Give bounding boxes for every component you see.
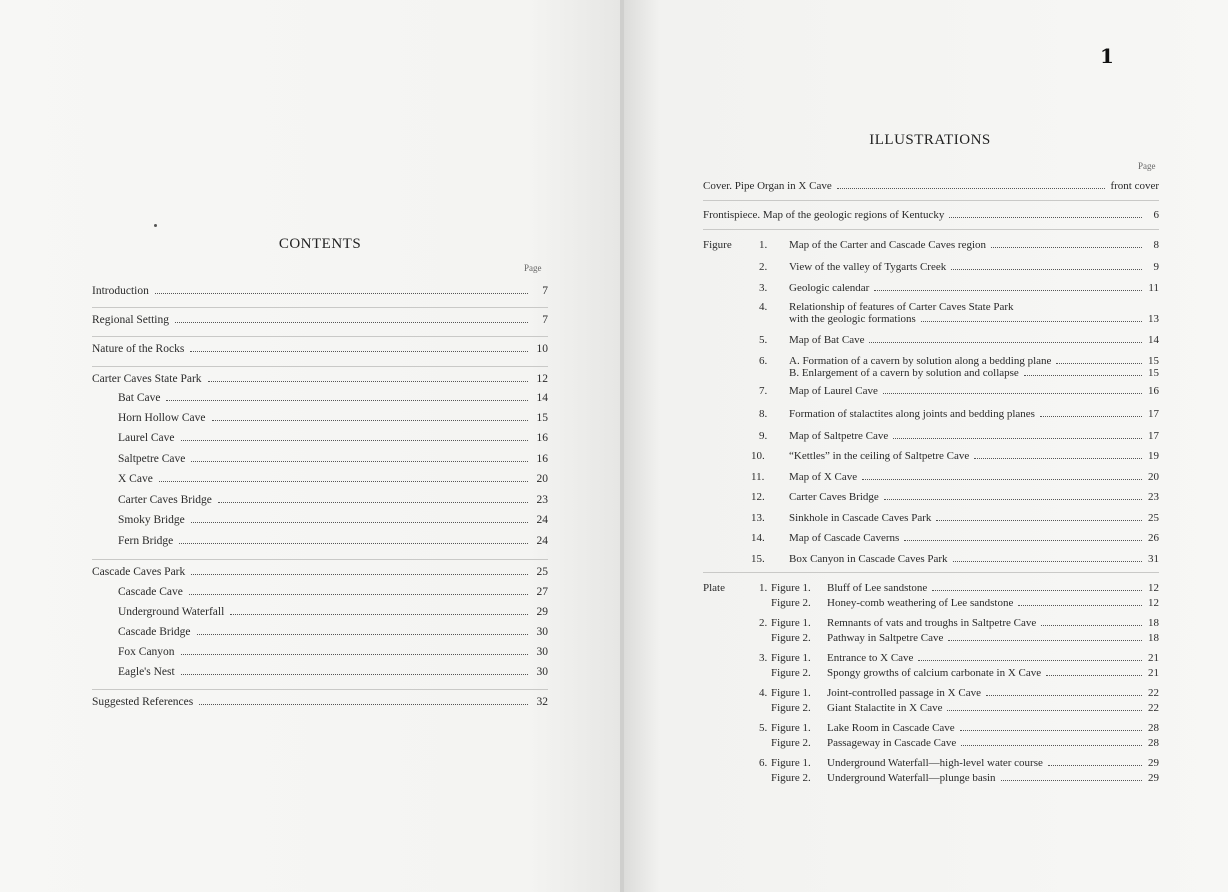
- plate-number: 2.: [759, 617, 768, 629]
- toc-entry-title: Regional Setting: [92, 314, 169, 326]
- entry-title: Lake Room in Cascade Cave: [827, 722, 955, 734]
- dot-leader: [874, 290, 1142, 291]
- entry-page: 16: [1148, 385, 1159, 397]
- illustrations-page-label: Page: [1138, 161, 1156, 171]
- entry-prefix: Figure 2.: [771, 737, 811, 749]
- entry-page: 23: [1148, 491, 1159, 503]
- plate-figure-line: [703, 772, 1159, 786]
- dot-leader: [166, 400, 528, 401]
- dot-leader: [904, 540, 1142, 541]
- toc-entry: [118, 514, 548, 530]
- contents-title: CONTENTS: [278, 236, 362, 252]
- entry-page: 9: [1153, 261, 1159, 273]
- entry-page: 22: [1148, 687, 1159, 699]
- figure-number: 5.: [759, 334, 768, 346]
- figure-number: 10.: [751, 450, 765, 462]
- entry-page: 28: [1148, 722, 1159, 734]
- entry-page: 21: [1148, 652, 1159, 664]
- entry-body: [789, 408, 1159, 420]
- figure-number: 8.: [759, 408, 768, 420]
- entry-title: Geologic calendar: [789, 282, 870, 294]
- entry-prefix: Figure 1.: [771, 617, 811, 629]
- toc-entry-title: Fox Canyon: [118, 646, 175, 658]
- toc-entry-page: 32: [536, 696, 548, 708]
- dot-leader: [191, 574, 528, 575]
- entry-page: 25: [1148, 512, 1159, 524]
- entry-body: [789, 334, 1159, 346]
- contents-page-label: Page: [524, 263, 542, 273]
- entry-prefix: Figure 2.: [771, 702, 811, 714]
- entry-body: [827, 772, 1159, 784]
- toc-entry-page: 30: [536, 666, 548, 678]
- plate-number: 1.: [759, 582, 768, 594]
- dot-leader: [961, 745, 1142, 746]
- figure-caption-line: [703, 430, 1159, 444]
- entry-body: [703, 180, 1159, 192]
- toc-entry-page: 7: [542, 314, 548, 326]
- dot-leader: [218, 502, 528, 503]
- dot-leader: [181, 654, 528, 655]
- dot-leader: [155, 293, 528, 294]
- entry-prefix: Figure 1.: [771, 652, 811, 664]
- dot-leader: [175, 322, 528, 323]
- entry-prefix: Figure 1.: [771, 722, 811, 734]
- toc-entry: [118, 473, 548, 489]
- entry-title: Carter Caves Bridge: [789, 491, 879, 503]
- entry-body: [827, 667, 1159, 679]
- figure-number: 9.: [759, 430, 768, 442]
- entry-body: [827, 737, 1159, 749]
- entry-page: 29: [1148, 772, 1159, 784]
- dot-leader: [208, 381, 528, 382]
- entry-body: [789, 450, 1159, 462]
- toc-entry-title: Nature of the Rocks: [92, 343, 185, 355]
- entry-title: Bluff of Lee sandstone: [827, 582, 928, 594]
- plate-figure-line: [703, 757, 1159, 771]
- entry-page: 6: [1153, 209, 1159, 221]
- dot-leader: [936, 520, 1142, 521]
- figure-number: 14.: [751, 532, 765, 544]
- section-divider: [703, 229, 1159, 230]
- figure-number: 15.: [751, 553, 765, 565]
- entry-body: [789, 301, 1014, 313]
- entry-title: Map of Saltpetre Cave: [789, 430, 889, 442]
- entry-title: B. Enlargement of a cavern by solution and collapse: [789, 367, 1019, 379]
- entry-title: Passageway in Cascade Cave: [827, 737, 957, 749]
- entry-prefix: Figure 2.: [771, 772, 811, 784]
- entry-title: Underground Waterfall—high-level water course: [827, 757, 1043, 769]
- dot-leader: [918, 660, 1142, 661]
- toc-entry-page: 14: [536, 392, 548, 404]
- dot-leader: [953, 561, 1142, 562]
- toc-entry: [92, 566, 548, 582]
- entry-prefix: Figure 2.: [771, 632, 811, 644]
- plate-figure-line: [703, 597, 1159, 611]
- toc-entry: [118, 453, 548, 469]
- entry-body: [789, 261, 1159, 273]
- entry-prefix: Figure 2.: [771, 597, 811, 609]
- toc-entry: [118, 412, 548, 428]
- figure-caption-line: [703, 261, 1159, 275]
- figure-number: 12.: [751, 491, 765, 503]
- entry-body: [789, 282, 1159, 294]
- entry-title: Entrance to X Cave: [827, 652, 914, 664]
- entry-body: [827, 702, 1159, 714]
- figure-number: 4.: [759, 301, 768, 313]
- entry-page: 13: [1148, 313, 1159, 325]
- entry-prefix: Figure 2.: [771, 667, 811, 679]
- dot-leader: [921, 321, 1142, 322]
- toc-entry: [92, 696, 548, 712]
- dot-leader: [948, 640, 1142, 641]
- illustrations-list: [703, 0, 1159, 892]
- toc-entry-page: 23: [536, 494, 548, 506]
- dot-leader: [883, 393, 1142, 394]
- entry-title: Remnants of vats and troughs in Saltpetre Cave: [827, 617, 1037, 629]
- plate-figure-line: [703, 687, 1159, 701]
- figure-caption-line: [703, 471, 1159, 485]
- dot-leader: [837, 188, 1106, 189]
- entry-title: Box Canyon in Cascade Caves Park: [789, 553, 948, 565]
- entry-title: with the geologic formations: [789, 313, 916, 325]
- page-number: 1: [1100, 44, 1114, 68]
- toc-entry: [118, 626, 548, 642]
- dot-leader: [862, 479, 1142, 480]
- entry-page: 8: [1153, 239, 1159, 251]
- entry-page: front cover: [1110, 180, 1159, 192]
- entry-page: 15: [1148, 355, 1159, 367]
- entry-title: Sinkhole in Cascade Caves Park: [789, 512, 932, 524]
- toc-entry-page: 27: [536, 586, 548, 598]
- dot-leader: [951, 269, 1142, 270]
- figure-number: 3.: [759, 282, 768, 294]
- plate-number: 3.: [759, 652, 768, 664]
- entry-title: Giant Stalactite in X Cave: [827, 702, 943, 714]
- right-page: [624, 0, 1228, 892]
- toc-entry-title: Introduction: [92, 285, 149, 297]
- entry-body: [789, 239, 1159, 251]
- toc-entry: [118, 666, 548, 682]
- entry-title: Formation of stalactites along joints and bedding planes: [789, 408, 1035, 420]
- dot-leader: [197, 634, 529, 635]
- dot-leader: [1048, 765, 1142, 766]
- entry-body: [827, 652, 1159, 664]
- toc-entry-title: Cascade Caves Park: [92, 566, 186, 578]
- entry-page: 19: [1148, 450, 1159, 462]
- toc-entry-title: Horn Hollow Cave: [118, 412, 206, 424]
- dot-leader: [230, 614, 528, 615]
- entry-page: 14: [1148, 334, 1159, 346]
- speck-mark: [154, 224, 157, 227]
- toc-entry-title: Bat Cave: [118, 392, 161, 404]
- toc-entry-title: Suggested References: [92, 696, 194, 708]
- figure-caption-line: [703, 367, 1159, 381]
- dot-leader: [932, 590, 1142, 591]
- section-divider: [92, 689, 548, 690]
- toc-entry: [118, 432, 548, 448]
- figure-number: 7.: [759, 385, 768, 397]
- entry-title: Relationship of features of Carter Caves State Park: [789, 301, 1014, 313]
- section-divider: [92, 559, 548, 560]
- entry-page: 26: [1148, 532, 1159, 544]
- toc-entry-title: X Cave: [118, 473, 153, 485]
- figure-caption-line: [703, 334, 1159, 348]
- section-divider: [92, 307, 548, 308]
- plate-figure-line: [703, 737, 1159, 751]
- dot-leader: [960, 730, 1142, 731]
- entry-body: [789, 471, 1159, 483]
- dot-leader: [181, 674, 528, 675]
- toc-entry-page: 16: [536, 432, 548, 444]
- entry-title: Map of X Cave: [789, 471, 858, 483]
- entry-title: Map of Bat Cave: [789, 334, 865, 346]
- dot-leader: [181, 440, 528, 441]
- dot-leader: [991, 247, 1142, 248]
- plate-figure-line: [703, 617, 1159, 631]
- dot-leader: [893, 438, 1142, 439]
- toc-entry: [118, 606, 548, 622]
- figure-caption-line: [703, 408, 1159, 422]
- entry-body: [789, 367, 1159, 379]
- section-divider: [703, 200, 1159, 201]
- plate-figure-line: [703, 632, 1159, 646]
- entry-title: Map of Cascade Caverns: [789, 532, 900, 544]
- entry-title: View of the valley of Tygarts Creek: [789, 261, 947, 273]
- toc-entry: [118, 646, 548, 662]
- toc-entry-title: Cascade Cave: [118, 586, 183, 598]
- entry-title: Honey-comb weathering of Lee sandstone: [827, 597, 1014, 609]
- dot-leader: [884, 499, 1142, 500]
- entry-body: [703, 209, 1159, 221]
- entry-title: Underground Waterfall—plunge basin: [827, 772, 996, 784]
- entry-page: 11: [1148, 282, 1159, 294]
- entry-page: 15: [1148, 367, 1159, 379]
- entry-title: A. Formation of a cavern by solution along a bedding plane: [789, 355, 1052, 367]
- figure-caption-line: [703, 491, 1159, 505]
- entry-title: Cover. Pipe Organ in X Cave: [703, 180, 832, 192]
- cover-entry: [703, 180, 1159, 194]
- entry-body: [827, 757, 1159, 769]
- entry-prefix: Figure 1.: [771, 687, 811, 699]
- frontispiece-entry: [703, 209, 1159, 223]
- toc-entry-page: 10: [536, 343, 548, 355]
- plate-number: 5.: [759, 722, 768, 734]
- figure-caption-line: [703, 385, 1159, 399]
- toc-entry-page: 30: [536, 626, 548, 638]
- figure-number: 1.: [759, 239, 768, 251]
- plate-number: 6.: [759, 757, 768, 769]
- dot-leader: [159, 481, 528, 482]
- figure-number: 13.: [751, 512, 765, 524]
- entry-page: 17: [1148, 408, 1159, 420]
- section-divider: [703, 572, 1159, 573]
- dot-leader: [947, 710, 1142, 711]
- plate-figure-line: [703, 652, 1159, 666]
- figure-caption-line: [703, 512, 1159, 526]
- entry-page: 22: [1148, 702, 1159, 714]
- entry-prefix: Figure 1.: [771, 582, 811, 594]
- dot-leader: [949, 217, 1142, 218]
- dot-leader: [190, 351, 528, 352]
- figure-number: 6.: [759, 355, 768, 367]
- figure-caption-line: [703, 313, 1159, 327]
- dot-leader: [869, 342, 1142, 343]
- toc-entry: [92, 373, 548, 389]
- toc-entry-page: 24: [536, 535, 548, 547]
- dot-leader: [1024, 375, 1142, 376]
- entry-page: 29: [1148, 757, 1159, 769]
- plate-figure-line: [703, 582, 1159, 596]
- entry-body: [789, 430, 1159, 442]
- plate-figure-line: [703, 702, 1159, 716]
- entry-page: 31: [1148, 553, 1159, 565]
- entry-page: 17: [1148, 430, 1159, 442]
- dot-leader: [189, 594, 528, 595]
- toc-entry: [118, 392, 548, 408]
- entry-page: 18: [1148, 617, 1159, 629]
- entry-body: [827, 617, 1159, 629]
- dot-leader: [1018, 605, 1142, 606]
- toc-entry-title: Eagle's Nest: [118, 666, 175, 678]
- toc-entry-page: 20: [536, 473, 548, 485]
- toc-entry-title: Underground Waterfall: [118, 606, 225, 618]
- section-divider: [92, 336, 548, 337]
- dot-leader: [179, 543, 528, 544]
- entry-page: 12: [1148, 582, 1159, 594]
- dot-leader: [1056, 363, 1142, 364]
- toc-entry: [118, 535, 548, 551]
- section-divider: [92, 366, 548, 367]
- entry-body: [827, 582, 1159, 594]
- toc-entry: [92, 285, 548, 301]
- toc-entry: [92, 343, 548, 359]
- figure-number: 11.: [751, 471, 765, 483]
- dot-leader: [1001, 780, 1142, 781]
- toc-entry-title: Laurel Cave: [118, 432, 175, 444]
- figure-number: 2.: [759, 261, 768, 273]
- figure-word: Figure: [703, 239, 732, 251]
- toc-entry: [118, 586, 548, 602]
- entry-body: [789, 491, 1159, 503]
- figure-caption-line: [703, 532, 1159, 546]
- toc-entry-page: 30: [536, 646, 548, 658]
- dot-leader: [1041, 625, 1142, 626]
- figure-caption-line: [703, 282, 1159, 296]
- entry-title: Frontispiece. Map of the geologic regions of Kentucky: [703, 209, 945, 221]
- plate-figure-line: [703, 667, 1159, 681]
- dot-leader: [1046, 675, 1142, 676]
- entry-page: 18: [1148, 632, 1159, 644]
- entry-body: [827, 722, 1159, 734]
- figure-caption-line: [703, 450, 1159, 464]
- dot-leader: [974, 458, 1142, 459]
- toc-entry-title: Carter Caves State Park: [92, 373, 202, 385]
- entry-page: 21: [1148, 667, 1159, 679]
- entry-title: Spongy growths of calcium carbonate in X Cave: [827, 667, 1042, 679]
- toc-entry-page: 15: [536, 412, 548, 424]
- toc-entry-page: 25: [536, 566, 548, 578]
- entry-body: [789, 532, 1159, 544]
- entry-page: 28: [1148, 737, 1159, 749]
- entry-title: “Kettles” in the ceiling of Saltpetre Cave: [789, 450, 970, 462]
- toc-entry-page: 29: [536, 606, 548, 618]
- figure-caption-line: [703, 239, 1159, 253]
- entry-body: [789, 553, 1159, 565]
- toc-entry-title: Cascade Bridge: [118, 626, 191, 638]
- toc-entry-page: 12: [536, 373, 548, 385]
- toc-entry-title: Fern Bridge: [118, 535, 174, 547]
- figure-caption-line: [703, 553, 1159, 567]
- toc-entry-page: 24: [536, 514, 548, 526]
- toc-entry: [118, 494, 548, 510]
- entry-body: [789, 355, 1159, 367]
- toc-entry-title: Smoky Bridge: [118, 514, 185, 526]
- toc-entry-page: 16: [536, 453, 548, 465]
- entry-body: [827, 597, 1159, 609]
- toc-entry-title: Carter Caves Bridge: [118, 494, 212, 506]
- contents-list: [92, 280, 548, 720]
- entry-title: Pathway in Saltpetre Cave: [827, 632, 944, 644]
- entry-body: [789, 385, 1159, 397]
- entry-body: [827, 687, 1159, 699]
- plate-figure-line: [703, 722, 1159, 736]
- entry-page: 12: [1148, 597, 1159, 609]
- dot-leader: [986, 695, 1142, 696]
- dot-leader: [199, 704, 528, 705]
- toc-entry-page: 7: [542, 285, 548, 297]
- plate-number: 4.: [759, 687, 768, 699]
- illustrations-title: ILLUSTRATIONS: [869, 132, 991, 148]
- entry-title: Joint-controlled passage in X Cave: [827, 687, 981, 699]
- entry-title: Map of the Carter and Cascade Caves region: [789, 239, 987, 251]
- entry-body: [789, 512, 1159, 524]
- entry-body: [827, 632, 1159, 644]
- dot-leader: [191, 522, 528, 523]
- entry-body: [789, 313, 1159, 325]
- entry-prefix: Figure 1.: [771, 757, 811, 769]
- plate-word: Plate: [703, 582, 725, 594]
- dot-leader: [1040, 416, 1142, 417]
- entry-title: Map of Laurel Cave: [789, 385, 878, 397]
- toc-entry: [92, 314, 548, 330]
- dot-leader: [212, 420, 528, 421]
- dot-leader: [191, 461, 528, 462]
- toc-entry-title: Saltpetre Cave: [118, 453, 186, 465]
- entry-page: 20: [1148, 471, 1159, 483]
